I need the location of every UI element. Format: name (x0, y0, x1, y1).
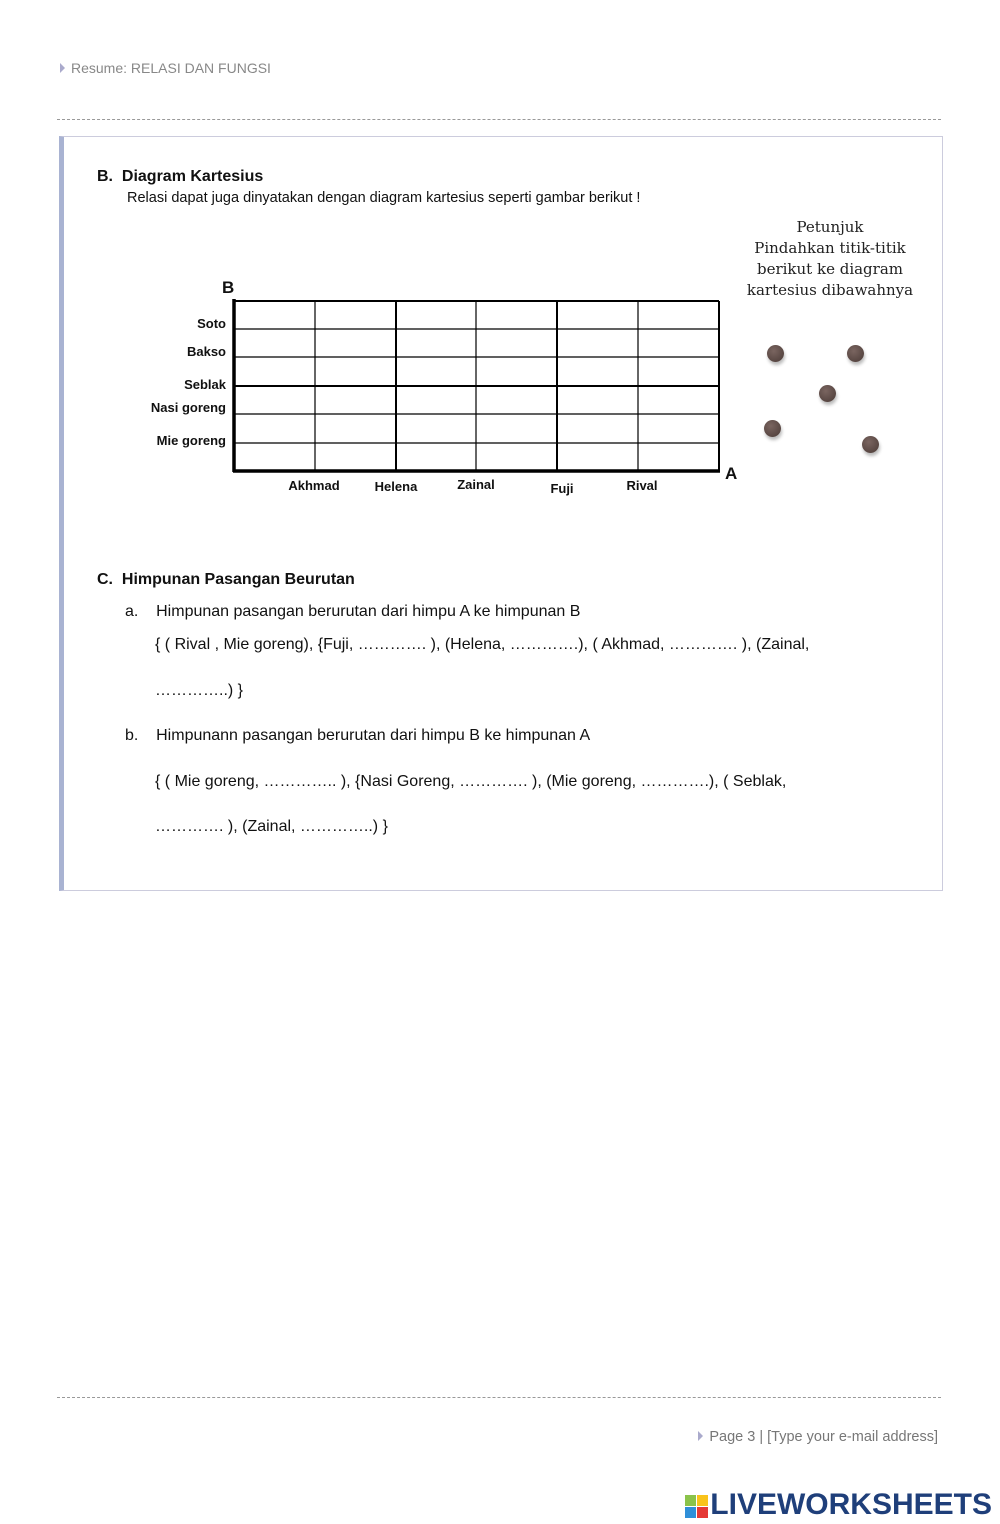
y-axis-label: B (222, 278, 235, 297)
draggable-point[interactable] (767, 345, 784, 362)
answer-line: { ( Mie goreng, ………….. ), {Nasi Goreng, …………. ), (Mie goreng, ………….), ( Seblak, (155, 773, 787, 790)
x-label: Akhmad (288, 478, 340, 493)
draggable-point[interactable] (764, 420, 781, 437)
page-footer: Page 3 | [Type your e-mail address] (698, 1429, 938, 1445)
triangle-icon (698, 1431, 703, 1441)
answer-line: …………. ), (Zainal, …………..) } (155, 818, 388, 835)
draggable-point[interactable] (819, 385, 836, 402)
x-label: Fuji (550, 481, 574, 496)
x-label: Helena (374, 479, 418, 494)
section-c-heading: C. Himpunan Pasangan Beurutan (97, 571, 355, 588)
x-label: Zainal (457, 477, 495, 492)
draggable-point[interactable] (862, 436, 879, 453)
hint-line: berikut ke diagram (756, 260, 903, 278)
divider (57, 1397, 941, 1398)
y-label: Nasi goreng (150, 400, 226, 415)
y-label: Soto (197, 316, 226, 331)
item-a: a. Himpunan pasangan berurutan dari himpu A ke himpunan B (125, 603, 581, 620)
section-b-heading: B. Diagram Kartesius (97, 168, 264, 185)
section-b-intro: Relasi dapat juga dinyatakan dengan diagram kartesius seperti gambar berikut ! (127, 190, 641, 206)
y-label: Mie goreng (156, 433, 226, 448)
hint-title: Petunjuk (796, 218, 864, 236)
answer-line: …………..) } (155, 682, 244, 699)
brand-logo: LIVEWORKSHEETS (685, 1488, 992, 1522)
answer-line: { ( Rival , Mie goreng), {Fuji, …………. ), (Helena, ………….), ( Akhmad, …………. ), (Zainal, (155, 636, 810, 653)
x-axis-label: A (725, 464, 738, 483)
y-label: Bakso (186, 344, 226, 359)
header-title: Resume: RELASI DAN FUNGSI (71, 60, 271, 76)
x-label: Rival (626, 478, 658, 493)
draggable-point[interactable] (847, 345, 864, 362)
y-label: Seblak (184, 377, 226, 392)
hint-line: Pindahkan titik-titik (754, 239, 906, 257)
hint-line: kartesius dibawahnya (746, 281, 914, 299)
live-logo-icon (685, 1495, 708, 1518)
item-b: b. Himpunann pasangan berurutan dari himpu B ke himpunan A (125, 727, 591, 744)
